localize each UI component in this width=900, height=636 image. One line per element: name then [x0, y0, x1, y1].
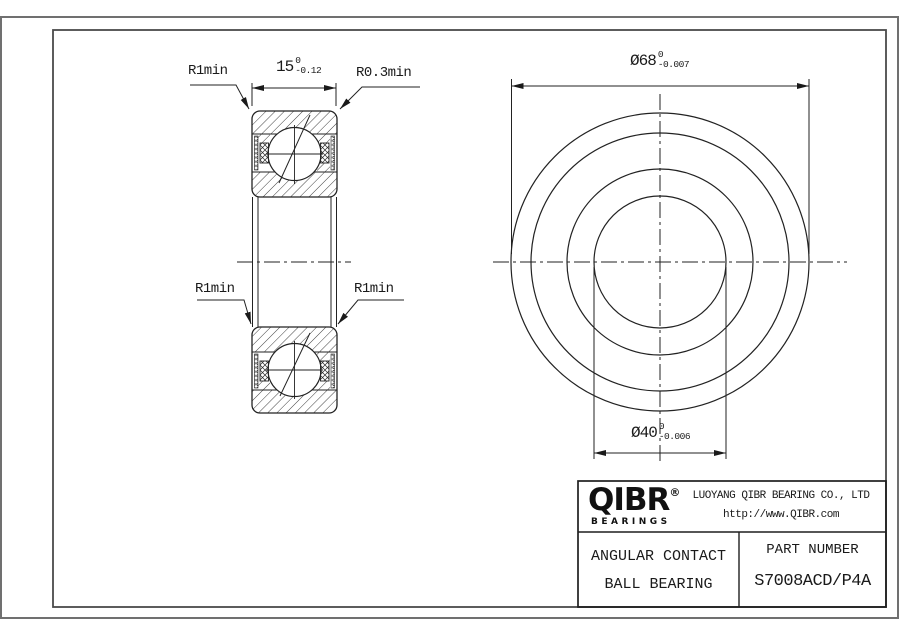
dim-width-lines	[252, 83, 336, 106]
product-type-line1: ANGULAR CONTACT	[590, 548, 727, 565]
dim-outer-dia-value: Ø68	[630, 52, 656, 70]
dim-bore-dia-value: Ø40	[631, 424, 657, 442]
cage-right	[321, 143, 330, 163]
dim-width-value: 15	[276, 58, 294, 76]
part-number-label: PART NUMBER	[766, 542, 859, 558]
label-r1min-mid-left: R1min	[195, 281, 235, 297]
part-number-value: S7008ACD/P4A	[754, 572, 871, 591]
cross-section-view	[190, 83, 420, 413]
section-top	[252, 111, 337, 197]
dim-width-text	[276, 55, 322, 76]
leader-r1min-top	[190, 85, 249, 109]
seal-left-b	[255, 354, 259, 388]
website-url: http://www.QIBR.com	[723, 509, 839, 521]
dim-bore-dia-text	[631, 421, 691, 442]
qibr-logo	[588, 482, 681, 518]
leader-r03min	[340, 87, 420, 109]
sheet-frames	[1, 17, 898, 618]
cage-left	[260, 143, 269, 163]
seal-right-b	[331, 354, 335, 388]
label-r1min-top: R1min	[188, 63, 228, 79]
logo-subtext: BEARINGS	[591, 517, 671, 527]
dim-bore-dia-tolerance: 0 -0.006	[658, 421, 691, 442]
leader-r1min-mid-right	[338, 300, 404, 324]
seal-right	[331, 136, 335, 170]
leader-r1min-mid-left	[197, 300, 251, 324]
cage-right-b	[321, 361, 330, 381]
seal-left	[255, 136, 259, 170]
dim-outer-dia-tolerance: 0 -0.007	[657, 49, 690, 70]
dim-width-tolerance: 0 -0.12	[295, 55, 322, 76]
logo-text: QIBR	[588, 482, 670, 518]
company-name: LUOYANG QIBR BEARING CO., LTD	[692, 490, 870, 502]
label-r03min: R0.3min	[356, 65, 412, 81]
product-type-line2: BALL BEARING	[604, 576, 713, 593]
label-r1min-mid-right: R1min	[354, 281, 394, 297]
registered-trademark-icon: ®	[669, 486, 681, 499]
section-bottom	[252, 327, 337, 413]
front-view	[493, 94, 847, 462]
cage-left-b	[260, 361, 269, 381]
outer-frame	[1, 17, 898, 618]
dim-outer-dia-text	[630, 49, 690, 70]
